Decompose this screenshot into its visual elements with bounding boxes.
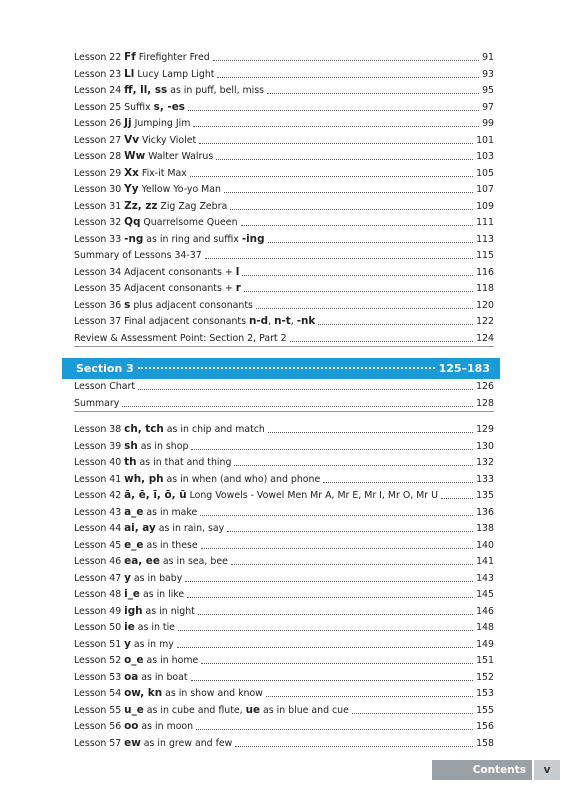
leader-dots <box>200 515 473 516</box>
toc-entry[interactable] <box>74 668 494 684</box>
entry-label <box>74 489 438 502</box>
leader-dots <box>205 258 473 259</box>
leader-dots <box>199 143 473 144</box>
entry-label <box>74 68 214 81</box>
leader-dots <box>323 482 473 483</box>
entry-bold-text: y <box>124 637 131 650</box>
page-number: 146 <box>476 605 494 617</box>
entry-text: as in baby <box>130 572 183 584</box>
entry-bold-text: i_e <box>124 588 140 600</box>
toc-entry[interactable] <box>74 635 494 651</box>
entry-label <box>74 299 253 312</box>
page-number: 122 <box>476 316 494 327</box>
leader-dots <box>138 389 473 390</box>
leader-dots <box>198 614 473 615</box>
page-number: 148 <box>476 622 494 633</box>
entry-bold-text: ā, ē, ī, ō, ū <box>124 489 187 501</box>
leader-dots <box>235 746 473 747</box>
entry-text: Walter Walrus <box>145 151 214 162</box>
entry-label <box>74 101 185 114</box>
page-number: 135 <box>476 490 494 501</box>
entry-text: Summary <box>74 397 120 409</box>
entry-text: as in chip and match <box>163 424 265 435</box>
footer-contents-label: Contents <box>432 760 532 780</box>
leader-dots <box>266 696 473 697</box>
toc-entry[interactable] <box>74 602 494 618</box>
leader-dots <box>138 367 435 369</box>
page-number: 141 <box>476 556 494 567</box>
entry-text: as in make <box>143 506 198 518</box>
leader-dots <box>191 680 474 681</box>
page-number: 151 <box>476 655 494 666</box>
toc-entry[interactable] <box>74 279 494 295</box>
entry-bold-text: ff, ll, ss <box>124 84 168 96</box>
entry-label <box>74 654 198 667</box>
entry-text: Lesson 31 <box>74 200 125 212</box>
toc-entry[interactable] <box>74 197 494 213</box>
entry-text: Lesson 29 <box>74 167 125 179</box>
entry-text: Lesson 48 <box>74 589 125 600</box>
entry-text: Lesson 27 <box>74 134 125 146</box>
page-number: 140 <box>476 539 494 551</box>
page-number: 105 <box>476 167 494 179</box>
entry-bold-text: ow, kn <box>124 687 163 699</box>
entry-text: Lesson 45 <box>74 539 125 551</box>
entry-label <box>74 671 188 684</box>
page-number: 111 <box>476 217 494 228</box>
page-number: 143 <box>476 572 494 584</box>
entry-label <box>74 621 175 634</box>
entry-bold-text: l <box>235 265 240 278</box>
entry-text: as in cube and flute, <box>143 704 246 716</box>
entry-text: Fix-it Max <box>138 167 187 179</box>
leader-dots <box>256 308 473 309</box>
leader-dots <box>188 110 479 111</box>
page-number: 145 <box>476 589 494 600</box>
leader-dots <box>178 630 473 631</box>
toc-entry[interactable] <box>74 552 494 568</box>
entry-bold-text: Vv <box>124 133 139 146</box>
toc-entry[interactable] <box>74 701 494 717</box>
entry-text: Lesson 47 <box>74 572 125 584</box>
entry-label <box>74 555 228 568</box>
leader-dots <box>231 564 473 565</box>
toc-entry[interactable] <box>74 420 494 436</box>
leader-dots <box>352 713 473 714</box>
entry-text: as in moon <box>138 721 194 732</box>
entry-text: Lesson 52 <box>74 655 125 666</box>
leader-dots <box>201 663 473 664</box>
entry-text: Lesson 37 Final adjacent consonants <box>74 316 249 327</box>
entry-bold-text: Jj <box>124 117 132 129</box>
entry-bold-text: o_e <box>124 654 144 666</box>
leader-dots <box>224 192 473 193</box>
page-number: 91 <box>482 52 494 63</box>
leader-dots <box>230 209 473 210</box>
page-number: 133 <box>476 473 494 485</box>
toc-entry[interactable] <box>74 519 494 535</box>
page-number: 95 <box>482 85 494 96</box>
entry-bold-text: ew <box>124 736 141 749</box>
entry-bold-text: e_e <box>124 538 144 551</box>
leader-dots <box>268 242 474 243</box>
entry-text: as in my <box>130 638 174 650</box>
toc-entry[interactable] <box>74 437 494 453</box>
toc-entry[interactable] <box>74 470 494 486</box>
leader-dots <box>441 498 473 499</box>
entry-text: as in show and know <box>162 688 263 699</box>
entry-text: Lesson 35 Adjacent consonants + <box>74 283 236 294</box>
page-number: 113 <box>476 233 494 245</box>
entry-bold-text: y <box>124 571 131 584</box>
entry-label <box>74 233 265 246</box>
toc-entry[interactable] <box>74 329 494 345</box>
entry-text: Lesson 42 <box>74 490 125 501</box>
toc-entry[interactable] <box>74 312 494 328</box>
entry-text: as in tie <box>134 622 175 633</box>
entry-label <box>74 200 227 213</box>
toc-entry[interactable] <box>74 651 494 667</box>
entry-text: as in shop <box>137 440 189 452</box>
entry-text: Lesson 34 Adjacent consonants + <box>74 266 236 278</box>
page-number: 109 <box>476 200 494 212</box>
entry-bold-text: -ing <box>241 232 265 245</box>
leader-dots <box>217 77 479 78</box>
page-number: 120 <box>476 299 494 311</box>
entry-bold-text: ie <box>124 621 135 633</box>
toc-entry[interactable] <box>74 114 494 130</box>
divider <box>74 411 494 412</box>
page-number: 116 <box>476 266 494 278</box>
entry-bold-text: igh <box>124 604 143 617</box>
entry-text: Lesson 23 <box>74 68 125 80</box>
entry-bold-text: Yy <box>124 183 139 195</box>
entry-label <box>74 381 135 393</box>
page-number: 129 <box>476 424 494 435</box>
toc-entry[interactable] <box>74 486 494 502</box>
entry-label <box>74 539 198 552</box>
entry-text: Lesson Chart <box>74 381 136 392</box>
divider <box>74 346 494 347</box>
toc-entry[interactable] <box>74 48 494 64</box>
entry-bold-text: n-t <box>274 315 291 327</box>
entry-text: Lesson 32 <box>74 217 125 228</box>
entry-text: as in boat <box>138 671 188 683</box>
entry-text: Lesson 25 Suffix <box>74 101 154 113</box>
entry-label <box>74 183 221 196</box>
page-number: 97 <box>482 101 494 113</box>
entry-text: as in blue and cue <box>260 704 349 716</box>
toc-entry[interactable] <box>74 377 494 393</box>
entry-text: Lesson 57 <box>74 737 125 749</box>
leader-dots <box>122 406 473 407</box>
leader-dots <box>267 93 479 94</box>
entry-bold-text: Qq <box>124 216 141 228</box>
entry-bold-text: -nk <box>296 315 316 327</box>
leader-dots <box>244 291 473 292</box>
toc-entry[interactable] <box>74 65 494 81</box>
entry-bold-text: oa <box>124 670 139 683</box>
entry-text: as in ring and suffix <box>143 233 242 245</box>
page-number: 132 <box>476 457 494 468</box>
page-number: 152 <box>476 671 494 683</box>
entry-text: , <box>290 316 297 327</box>
section-title: Section 3 <box>76 362 134 375</box>
entry-text: Lesson 55 <box>74 704 125 716</box>
toc-entry[interactable] <box>74 81 494 97</box>
entry-text: as in these <box>143 539 198 551</box>
entry-text: Lesson 28 <box>74 151 125 162</box>
page-number: 158 <box>476 737 494 749</box>
footer-page-number: v <box>534 760 560 780</box>
entry-label <box>74 216 238 229</box>
entry-text: as in grew and few <box>140 737 233 749</box>
entry-text: Lesson 22 <box>74 52 125 63</box>
leader-dots <box>177 647 473 648</box>
entry-bold-text: u_e <box>124 703 144 716</box>
entry-bold-text: -ng <box>124 232 144 245</box>
page-number: 156 <box>476 721 494 732</box>
toc-entry[interactable] <box>74 213 494 229</box>
entry-text: Lesson 41 <box>74 473 125 485</box>
entry-text: Summary of Lessons 34-37 <box>74 250 202 261</box>
page-number: 107 <box>476 184 494 195</box>
entry-label <box>74 522 224 535</box>
leader-dots <box>190 176 473 177</box>
entry-bold-text: ch, tch <box>124 423 164 435</box>
page-number: 118 <box>476 283 494 294</box>
entry-label <box>74 423 265 436</box>
entry-text: Zig Zag Zebra <box>157 200 228 212</box>
entry-label <box>74 720 193 733</box>
entry-text: , <box>268 316 275 327</box>
toc-entry[interactable] <box>74 585 494 601</box>
entry-text: Lesson 33 <box>74 233 125 245</box>
entry-text: plus adjacent consonants <box>130 299 253 311</box>
page-number: 93 <box>482 68 494 80</box>
section-pages: 125–183 <box>438 362 490 375</box>
entry-label <box>74 605 195 618</box>
entry-text: Lesson 56 <box>74 721 125 732</box>
entry-text: Lesson 46 <box>74 556 125 567</box>
entry-text: Review & Assessment Point: Section 2, Part 2 <box>74 332 287 344</box>
toc-entry[interactable] <box>74 180 494 196</box>
toc-entry[interactable] <box>74 453 494 469</box>
leader-dots <box>216 159 473 160</box>
page-number: 138 <box>476 523 494 534</box>
entry-label <box>74 704 349 717</box>
toc-entry[interactable] <box>74 98 494 114</box>
entry-text: as in when (and who) and phone <box>163 473 321 485</box>
leader-dots <box>185 581 473 582</box>
entry-text: as in sea, bee <box>159 556 228 567</box>
leader-dots <box>187 597 473 598</box>
toc-entry[interactable] <box>74 569 494 585</box>
entry-bold-text: Ll <box>124 67 135 80</box>
leader-dots <box>234 465 473 466</box>
page-number: 99 <box>482 118 494 129</box>
entry-text: Jumping Jim <box>131 118 191 129</box>
toc-entry[interactable] <box>74 394 494 410</box>
page-number: 124 <box>476 332 494 344</box>
entry-label <box>74 398 119 410</box>
page-number: 149 <box>476 638 494 650</box>
entry-text: as in night <box>142 605 195 617</box>
entry-text: Long Vowels - Vowel Men Mr A, Mr E, Mr I, Mr O, Mr U <box>186 490 438 501</box>
leader-dots <box>201 548 473 549</box>
page-number: 126 <box>476 381 494 392</box>
toc-entry[interactable] <box>74 296 494 312</box>
entry-label <box>74 134 196 147</box>
page-number: 101 <box>476 134 494 146</box>
entry-text: Lesson 50 <box>74 622 125 633</box>
entry-text: Lesson 51 <box>74 638 125 650</box>
entry-text: Lucy Lamp Light <box>134 68 215 80</box>
entry-bold-text: ue <box>245 703 261 716</box>
leader-dots <box>227 531 473 532</box>
entry-label <box>74 333 287 345</box>
entry-label <box>74 588 184 601</box>
entry-bold-text: r <box>235 282 241 294</box>
toc-entry[interactable] <box>74 717 494 733</box>
entry-text: Vicky Violet <box>139 134 197 146</box>
toc-entry[interactable] <box>74 503 494 519</box>
entry-text: Lesson 43 <box>74 506 125 518</box>
toc-entry[interactable] <box>74 263 494 279</box>
entry-text: Quarrelsome Queen <box>140 217 238 228</box>
entry-text: as in like <box>139 589 185 600</box>
entry-bold-text: Ff <box>124 51 136 63</box>
page-number: 153 <box>476 688 494 699</box>
entry-bold-text: s <box>124 298 131 311</box>
entry-text: Lesson 36 <box>74 299 125 311</box>
entry-text: Lesson 40 <box>74 457 125 468</box>
toc-entry[interactable] <box>74 230 494 246</box>
page-number: 136 <box>476 506 494 518</box>
toc-entry[interactable] <box>74 536 494 552</box>
entry-label <box>74 266 239 279</box>
entry-text: as in that and thing <box>136 457 232 468</box>
entry-label <box>74 440 188 453</box>
entry-label <box>74 687 263 700</box>
leader-dots <box>196 729 473 730</box>
leader-dots <box>241 225 474 226</box>
page-number: 103 <box>476 151 494 162</box>
section-3-header[interactable] <box>62 358 500 379</box>
entry-label <box>74 506 197 519</box>
entry-label <box>74 638 174 651</box>
entry-label <box>74 282 241 295</box>
page-number: 115 <box>476 250 494 261</box>
entry-text: Lesson 54 <box>74 688 125 699</box>
toc-entry[interactable] <box>74 147 494 163</box>
entry-label <box>74 250 202 262</box>
toc-entry[interactable] <box>74 684 494 700</box>
entry-text: Lesson 30 <box>74 184 125 195</box>
entry-text: Lesson 39 <box>74 440 125 452</box>
page-number: 155 <box>476 704 494 716</box>
entry-bold-text: a_e <box>124 505 144 518</box>
leader-dots <box>268 432 473 433</box>
entry-bold-text: s, -es <box>153 100 185 113</box>
entry-bold-text: ai, ay <box>124 522 156 534</box>
page-number: 128 <box>476 397 494 409</box>
entry-bold-text: n-d <box>248 315 269 327</box>
leader-dots <box>290 341 474 342</box>
entry-text: Lesson 53 <box>74 671 125 683</box>
entry-label <box>74 167 187 180</box>
entry-label <box>74 737 232 750</box>
leader-dots <box>191 449 473 450</box>
entry-label <box>74 84 264 97</box>
entry-bold-text: wh, ph <box>124 472 164 485</box>
leader-dots <box>213 60 479 61</box>
toc-entry[interactable] <box>74 246 494 262</box>
entry-label <box>74 572 182 585</box>
entry-text: Lesson 24 <box>74 85 125 96</box>
entry-bold-text: sh <box>124 439 138 452</box>
entry-bold-text: Ww <box>124 150 146 162</box>
toc-entry[interactable] <box>74 618 494 634</box>
entry-label <box>74 51 210 64</box>
leader-dots <box>318 324 473 325</box>
toc-entry[interactable] <box>74 164 494 180</box>
entry-label <box>74 456 231 469</box>
entry-label <box>74 150 213 163</box>
entry-bold-text: ea, ee <box>124 555 160 567</box>
entry-bold-text: oo <box>124 720 139 732</box>
page-number: 130 <box>476 440 494 452</box>
entry-bold-text: Xx <box>124 166 139 179</box>
entry-label <box>74 473 320 486</box>
toc-entry[interactable] <box>74 131 494 147</box>
entry-bold-text: Zz, zz <box>124 199 158 212</box>
entry-bold-text: th <box>124 456 137 468</box>
entry-text: Lesson 44 <box>74 523 125 534</box>
entry-text: Firefighter Fred <box>135 52 210 63</box>
entry-text: Lesson 26 <box>74 118 125 129</box>
entry-text: as in home <box>143 655 199 666</box>
entry-label <box>74 315 315 328</box>
entry-text: Yellow Yo-yo Man <box>138 184 221 195</box>
entry-text: Lesson 38 <box>74 424 125 435</box>
leader-dots <box>242 275 473 276</box>
toc-entry[interactable] <box>74 734 494 750</box>
entry-label <box>74 117 190 130</box>
entry-text: Lesson 49 <box>74 605 125 617</box>
leader-dots <box>193 126 479 127</box>
entry-text: as in rain, say <box>155 523 225 534</box>
entry-text: as in puff, bell, miss <box>167 85 265 96</box>
